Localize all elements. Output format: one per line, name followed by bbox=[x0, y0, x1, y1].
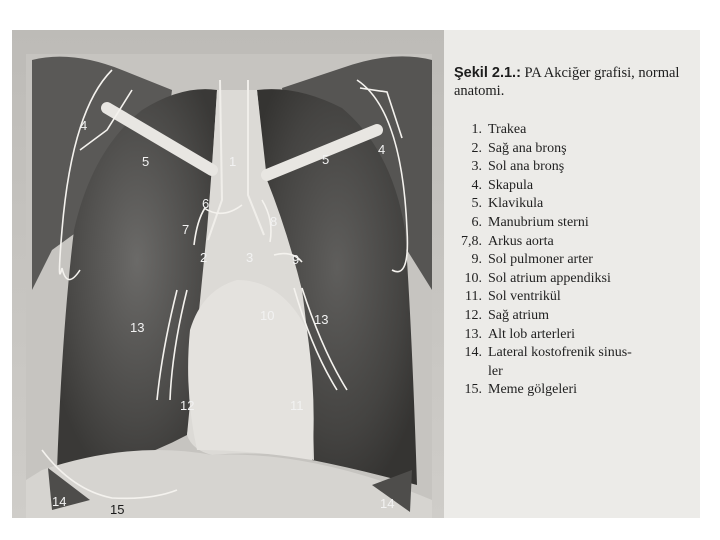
legend-text: Sol pulmoner arter bbox=[488, 252, 593, 268]
legend-number: 7,8. bbox=[461, 233, 482, 249]
legend-number: 4. bbox=[471, 177, 482, 193]
xray-label-14-left: 14 bbox=[380, 496, 395, 511]
legend-text: Alt lob arterleri bbox=[488, 326, 576, 342]
xray-label-9: 9 bbox=[292, 252, 300, 267]
legend-number: 9. bbox=[471, 252, 482, 268]
xray-label-14-right: 14 bbox=[52, 494, 67, 509]
xray-label-4-left: 4 bbox=[378, 142, 386, 157]
legend-number: 14. bbox=[464, 345, 482, 361]
legend-item bbox=[458, 140, 632, 159]
legend-number: 5. bbox=[471, 196, 482, 212]
figure-number: Şekil 2.1.: bbox=[454, 65, 521, 81]
legend-number: 1. bbox=[471, 122, 482, 137]
xray-label-15: 15 bbox=[110, 502, 125, 517]
legend-text: Meme gölgeleri bbox=[488, 382, 578, 398]
chest-xray-figure bbox=[12, 30, 444, 518]
xray-label-13-left: 13 bbox=[314, 312, 329, 327]
legend-text: Sağ ana bronş bbox=[488, 140, 567, 156]
legend-text: Sol ana bronş bbox=[488, 159, 565, 175]
legend-text: Trakea bbox=[488, 122, 527, 137]
xray-label-5-right: 5 bbox=[142, 154, 150, 169]
xray-label-8: 8 bbox=[270, 214, 278, 229]
legend-item bbox=[458, 214, 632, 233]
legend-item bbox=[458, 381, 632, 400]
xray-label-6: 6 bbox=[202, 196, 210, 211]
legend-text: Sağ atrium bbox=[488, 307, 550, 323]
xray-label-3: 3 bbox=[246, 250, 254, 265]
legend-item bbox=[458, 195, 632, 214]
xray-label-5-left: 5 bbox=[322, 152, 330, 167]
xray-label-2: 2 bbox=[200, 250, 208, 265]
legend-number: 2. bbox=[471, 140, 482, 156]
legend-number: 10. bbox=[464, 270, 482, 286]
legend-item bbox=[458, 177, 632, 196]
legend-number: 11. bbox=[465, 289, 482, 305]
xray-label-1: 1 bbox=[229, 154, 237, 169]
legend-number: 3. bbox=[471, 159, 482, 175]
legend-number: 6. bbox=[471, 214, 482, 230]
legend-number: 15. bbox=[464, 382, 482, 398]
legend-item bbox=[458, 288, 632, 307]
legend-item bbox=[458, 344, 632, 381]
legend-text: Manubrium sterni bbox=[488, 214, 589, 230]
figure-caption bbox=[454, 64, 700, 100]
figure-title: PA Akciğer grafisi, normal anatomi. bbox=[454, 65, 680, 99]
legend-text: Sol atrium appendiksi bbox=[488, 270, 611, 286]
legend-number: 12. bbox=[464, 307, 482, 323]
legend-item bbox=[458, 158, 632, 177]
xray-label-11: 11 bbox=[290, 398, 304, 413]
scanned-page bbox=[12, 30, 700, 518]
legend-number: 13. bbox=[464, 326, 482, 342]
caption-panel bbox=[444, 30, 700, 518]
legend-text: Arkus aorta bbox=[488, 233, 554, 249]
legend-text: Lateral kostofrenik sinus- ler bbox=[488, 345, 632, 379]
xray-label-4-right: 4 bbox=[80, 118, 88, 133]
legend-list bbox=[458, 121, 632, 400]
legend-text: Sol ventrikül bbox=[488, 289, 561, 305]
legend-item bbox=[458, 251, 632, 270]
legend-item bbox=[458, 233, 632, 252]
xray-label-10: 10 bbox=[260, 308, 275, 323]
legend-item bbox=[458, 270, 632, 289]
xray-label-12: 12 bbox=[180, 398, 195, 413]
legend-text: Skapula bbox=[488, 177, 534, 193]
legend-item bbox=[458, 326, 632, 345]
xray-label-13-right: 13 bbox=[130, 320, 145, 335]
legend-item bbox=[458, 121, 632, 140]
legend-item bbox=[458, 307, 632, 326]
legend-text: Klavikula bbox=[488, 196, 544, 212]
xray-label-7: 7 bbox=[182, 222, 190, 237]
